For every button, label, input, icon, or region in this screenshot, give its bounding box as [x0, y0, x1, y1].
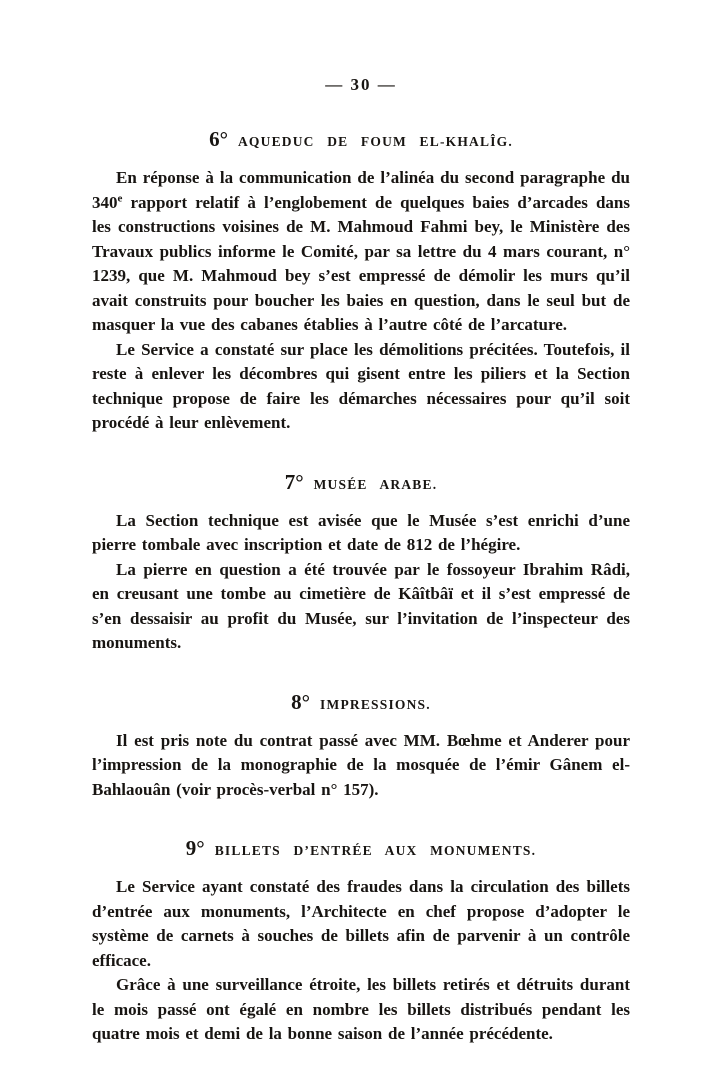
- paragraph: La Section technique est avisée que le Musée s’est enrichi d’une pierre tombale avec inscription et date de 812 de l’hégire.: [92, 510, 630, 554]
- section-heading: [92, 127, 630, 152]
- section-numeral: 9°: [185, 836, 205, 860]
- section-heading: [92, 470, 630, 495]
- section-heading: [92, 836, 630, 861]
- paragraph: Il est pris note du contrat passé avec MM. Bœhme et Anderer pour l’impression de la monographie de la mosquée de l’émir Gânem el-Bahlaouân (voir procès-verbal n° 157).: [92, 730, 630, 799]
- section-musee-arabe: [92, 470, 630, 656]
- section-title: IMPRESSIONS.: [320, 696, 431, 712]
- section-heading: [92, 690, 630, 715]
- section-title: BILLETS D’ENTRÉE AUX MONUMENTS.: [214, 843, 537, 858]
- section-title: AQUEDUC DE FOUM EL-KHALÎG.: [237, 134, 513, 149]
- section-numeral: 7°: [284, 469, 304, 494]
- paragraph: Le Service a constaté sur place les démolitions précitées. Toutefois, il reste à enlever les décombres qui gisent entre les piliers et la Section technique propose de faire les démarches nécessaires pour qu’il soit procédé à leur enlèvement.: [92, 339, 630, 432]
- paragraph-text: En réponse à la communication de l’alinéa du second paragraphe du 340: [92, 168, 630, 212]
- section-impressions: [92, 690, 630, 803]
- section-numeral: 6°: [209, 127, 228, 151]
- paragraph: Grâce à une surveillance étroite, les billets retirés et détruits durant le mois passé ont égalé en nombre les billets distribués pendant les quatre mois et demi de la bonne saison de l’année précédente.: [92, 975, 630, 1043]
- section-billets: [92, 836, 630, 1047]
- paragraph: Le Service ayant constaté des fraudes dans la circulation des billets d’entrée aux monuments, l’Architecte en chef propose d’adopter le système de carnets à souches de billets afin de parvenir à un contrôle efficace.: [92, 877, 630, 970]
- section-title: MUSÉE ARABE.: [313, 476, 438, 492]
- paragraph-text: rapport relatif à l’englobement de quelques baies d’arcades dans les constructions voisines de M. Mahmoud Fahmi bey, le Ministère des Travaux publics informe le Comité, par sa lettre du 4 mars courant, n° 1239, que M. Mahmoud bey s’est empressé de démolir les murs qu’il avait construits pour boucher les baies en question, dans le seul but de masquer la vue des cabanes établies à l’autre côté de l’arcature.: [92, 192, 630, 334]
- page-number: — 30 —: [325, 75, 397, 94]
- paragraph: [92, 166, 630, 338]
- section-numeral: 8°: [291, 689, 311, 714]
- section-aqueduc: [92, 127, 630, 436]
- superscript-ordinal: e: [117, 191, 123, 204]
- paragraph: La pierre en question a été trouvée par le fossoyeur Ibrahim Râdi, en creusant une tombe au cimetière de Kâîtbâï et il s’est empressé de s’en dessaisir au profit du Musée, sur l’invitation de l’inspecteur des monuments.: [92, 559, 630, 652]
